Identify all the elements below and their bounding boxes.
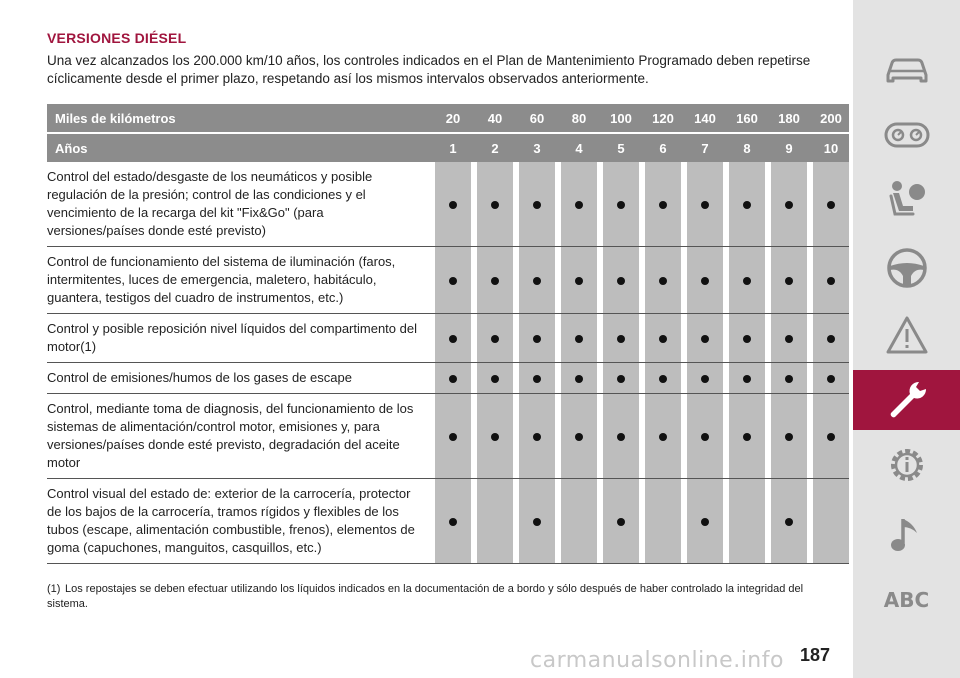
maintenance-table [47,104,849,564]
check-cell [435,479,471,564]
header-years-cell: 4 [561,133,597,162]
header-row-years [47,133,849,162]
check-cell [435,314,471,363]
check-dot [701,335,709,343]
check-dot [659,201,667,209]
check-cell [813,314,849,363]
check-cell [771,363,807,394]
check-dot [449,375,457,383]
check-dot [533,518,541,526]
abc-label: ABC [883,588,930,612]
check-dot [533,335,541,343]
check-cell [645,394,681,479]
check-cell [645,162,681,247]
check-cell [519,479,555,564]
section-title: VERSIONES DIÉSEL [47,30,187,46]
header-km-cell: 200 [813,104,849,133]
header-km-cell: 20 [435,104,471,133]
check-cell [519,314,555,363]
check-dot [533,433,541,441]
check-dot [785,335,793,343]
check-cell [687,394,723,479]
check-cell [729,247,765,314]
check-cell [687,247,723,314]
check-dot [743,433,751,441]
check-cell [561,247,597,314]
check-dot [575,433,583,441]
check-dot [617,201,625,209]
check-dot [575,277,583,285]
table-row [47,162,849,247]
check-dot [575,375,583,383]
header-km-cell: 160 [729,104,765,133]
row-label: Control, mediante toma de diagnosis, del funcionamiento de los sistemas de alimentación/control motor, emisiones y, para versiones/países donde esté previsto, degradación del aceite motor [47,394,429,479]
sidebar [853,0,960,678]
header-km-cell: 60 [519,104,555,133]
check-dot [785,201,793,209]
check-dot [533,277,541,285]
header-years-cell: 2 [477,133,513,162]
header-years-cell: 6 [645,133,681,162]
check-dot [785,518,793,526]
check-dot [701,433,709,441]
check-cell [435,162,471,247]
check-dot [449,335,457,343]
check-cell [687,363,723,394]
check-dot [701,201,709,209]
check-cell [561,394,597,479]
check-dot [827,201,835,209]
check-cell [603,247,639,314]
check-cell [435,394,471,479]
check-cell [603,363,639,394]
header-row-km [47,104,849,133]
check-dot [659,335,667,343]
header-years-cell: 9 [771,133,807,162]
check-cell [771,247,807,314]
page-number: 187 [800,645,831,665]
table-row [47,314,849,363]
check-dot [701,518,709,526]
header-km-cell: 80 [561,104,597,133]
header-km-cell: 40 [477,104,513,133]
check-cell [561,479,597,564]
footnote-text: Los repostajes se deben efectuar utilizando los líquidos indicados en la documentación de a bordo y sólo después de haber controlado la integridad del sistema. [47,583,804,610]
check-dot [659,277,667,285]
check-cell [729,479,765,564]
check-cell [477,394,513,479]
check-cell [729,394,765,479]
header-years-cell: 5 [603,133,639,162]
gear-info-icon[interactable] [853,435,960,495]
check-dot [743,277,751,285]
check-cell [477,247,513,314]
header-km-cell: 180 [771,104,807,133]
check-dot [785,433,793,441]
check-cell [645,314,681,363]
check-cell [561,162,597,247]
row-label: Control de funcionamiento del sistema de iluminación (faros, intermitentes, luces de emergencia, maletero, habitáculo, guantera, testigos del cuadro de instrumentos, etc.) [47,247,429,314]
check-dot [617,277,625,285]
check-cell [561,363,597,394]
check-dot [743,201,751,209]
header-years-cell: 7 [687,133,723,162]
steering-wheel-icon[interactable] [853,238,960,298]
check-dot [827,277,835,285]
check-cell [771,162,807,247]
check-dot [533,201,541,209]
check-cell [519,394,555,479]
check-cell [645,363,681,394]
table-row [47,479,849,564]
check-cell [813,247,849,314]
check-cell [729,363,765,394]
check-dot [617,335,625,343]
intro-paragraph: Una vez alcanzados los 200.000 km/10 años, los controles indicados en el Plan de Mantenimiento Programado deben repetirse cíclicamente desde el primer plazo, respetando así los mismos intervalos observados anteriormente. [47,53,811,86]
check-cell [477,314,513,363]
check-dot [827,335,835,343]
header-km-cell: 120 [645,104,681,133]
check-cell [813,394,849,479]
check-dot [827,433,835,441]
abc-index-button[interactable] [853,570,960,630]
footnote [47,582,837,612]
music-note-icon[interactable] [853,505,960,565]
check-dot [491,201,499,209]
check-cell [435,247,471,314]
header-years-cell: 8 [729,133,765,162]
check-dot [491,277,499,285]
check-dot [491,335,499,343]
check-dot [743,335,751,343]
check-cell [603,314,639,363]
check-dot [575,335,583,343]
header-years-cell: 3 [519,133,555,162]
header-km-label: Miles de kilómetros [47,104,429,133]
check-cell [477,363,513,394]
wrench-icon[interactable] [853,370,960,430]
check-cell [813,363,849,394]
check-cell [519,363,555,394]
check-dot [533,375,541,383]
check-dot [449,201,457,209]
check-cell [435,363,471,394]
check-cell [603,479,639,564]
check-cell [687,479,723,564]
check-cell [519,247,555,314]
row-label: Control visual del estado de: exterior de la carrocería, protector de los bajos de la carrocería, tramos rígidos y flexibles de los tubos (escape, alimentación combustible, frenos), elementos de goma (capuchones, manguitos, casquillos, etc.) [47,479,429,564]
check-dot [785,375,793,383]
check-dot [449,518,457,526]
check-cell [813,162,849,247]
footnote-mark: (1) [47,583,61,595]
airbag-seat-icon[interactable] [853,170,960,230]
check-dot [701,277,709,285]
car-icon[interactable] [853,40,960,100]
check-dot [491,433,499,441]
check-dot [659,375,667,383]
check-cell [729,162,765,247]
header-years-label: Años [47,133,429,162]
check-cell [645,247,681,314]
check-cell [687,162,723,247]
check-dot [617,433,625,441]
check-dot [449,433,457,441]
table-body [47,162,849,564]
check-cell [813,479,849,564]
watermark: carmanualsonline.info [530,648,784,673]
row-label: Control de emisiones/humos de los gases de escape [47,363,429,394]
dashboard-gauge-icon[interactable] [853,105,960,165]
header-km-cell: 140 [687,104,723,133]
check-cell [561,314,597,363]
table-row [47,247,849,314]
check-dot [617,518,625,526]
check-cell [477,162,513,247]
check-cell [729,314,765,363]
check-dot [827,375,835,383]
warning-triangle-icon[interactable] [853,305,960,365]
row-label: Control y posible reposición nivel líquidos del compartimento del motor(1) [47,314,429,363]
check-cell [771,314,807,363]
check-cell [771,394,807,479]
header-years-cell: 1 [435,133,471,162]
check-dot [575,201,583,209]
check-dot [743,375,751,383]
check-dot [449,277,457,285]
check-cell [771,479,807,564]
table-row [47,394,849,479]
header-years-cell: 10 [813,133,849,162]
check-cell [519,162,555,247]
check-cell [477,479,513,564]
check-cell [687,314,723,363]
check-dot [617,375,625,383]
check-cell [603,394,639,479]
check-dot [491,375,499,383]
check-dot [701,375,709,383]
header-km-cell: 100 [603,104,639,133]
check-cell [645,479,681,564]
check-dot [659,433,667,441]
check-dot [785,277,793,285]
table-row [47,363,849,394]
check-cell [603,162,639,247]
row-label: Control del estado/desgaste de los neumáticos y posible regulación de la presión; control de las condiciones y el vencimiento de la recarga del kit "Fix&Go" (para versiones/países donde esté previsto) [47,162,429,247]
